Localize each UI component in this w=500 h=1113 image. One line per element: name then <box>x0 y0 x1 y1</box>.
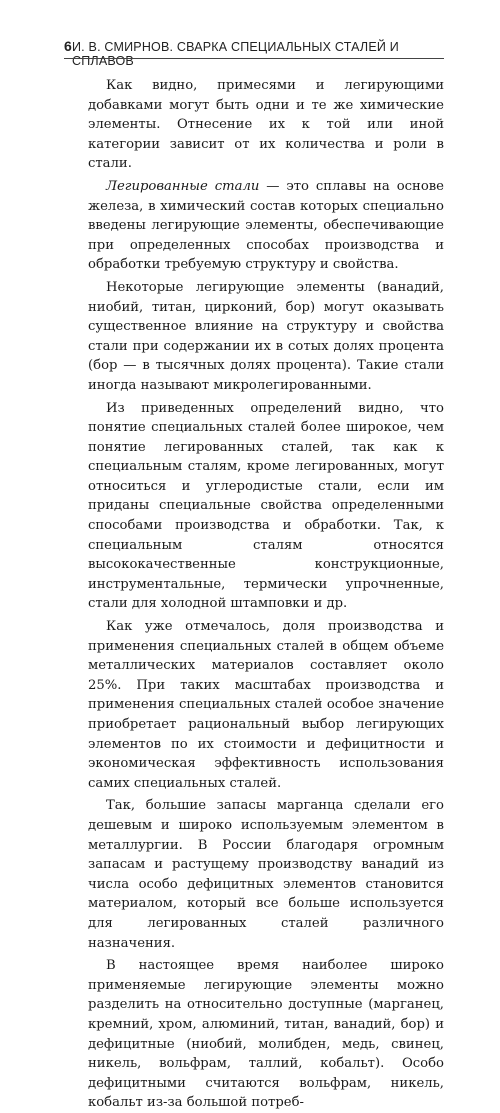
body-text <box>88 76 444 1113</box>
paragraph: Как уже отмечалось, доля производства и применения специальных сталей в общем объеме металлических материалов составляет около 25%. При таких масштабах производства и применения специальных сталей особое значение приобретает рациональный выбор легирующих элементов по их стоимости и дефицитности и экономическая эффективность использования самих специальных сталей. <box>88 619 444 791</box>
defined-term: Легированные стали <box>106 178 260 194</box>
running-header <box>64 38 444 68</box>
paragraph: Легированные стали — это сплавы на основе железа, в химический состав которых специально введены легирующие элементы, обеспечивающие при определенных способах производства и обработки требуемую структуру и свойства. <box>88 178 444 273</box>
paragraph: Так, большие запасы марганца сделали его дешевым и широко используемым элементом в металлургии. В России благодаря огромным запасам и растущему производству ванадий из числа особо дефицитных элементов становится материалом, который все больше используется для легированных сталей различного назначения. <box>88 798 444 951</box>
header-rule <box>64 58 444 59</box>
paragraph: Из приведенных определений видно, что понятие специальных сталей более широкое, чем понятие легированных сталей, так как к специальным сталям, кроме легированных, могут относиться и углеродистые стали, если им приданы специальные свойства определенными способами производства и обработки. Так, к специальным сталям относятся высококачественные конструкционные, инструментальные, термически упрочненные, стали для холодной штамповки и др. <box>88 400 444 612</box>
paragraph: Некоторые легирующие элементы (ванадий, ниобий, титан, цирконий, бор) могут оказывать существенное влияние на структуру и свойства стали при содержании их в сотых долях процента (бор — в тысячных долях процента). Такие стали иногда называют микролегированными. <box>88 279 444 393</box>
running-title: И. В. СМИРНОВ. СВАРКА СПЕЦИАЛЬНЫХ СТАЛЕЙ И СПЛАВОВ <box>72 40 399 68</box>
paragraph: В настоящее время наиболее широко применяемые легирующие элементы можно разделить на относительно доступные (марганец, кремний, хром, алюминий, титан, ванадий, бор) и дефицитные (ниобий, молибден, медь, свинец, никель, вольфрам, таллий, кобальт). Особо дефицитными считаются вольфрам, никель, кобальт из-за большой потреб- <box>88 958 444 1111</box>
paragraph: Как видно, примесями и легирующими добавками могут быть одни и те же химические элементы. Отнесение их к той или иной категории зависит от их количества и роли в стали. <box>88 78 444 172</box>
page-number: 6 <box>64 38 72 54</box>
